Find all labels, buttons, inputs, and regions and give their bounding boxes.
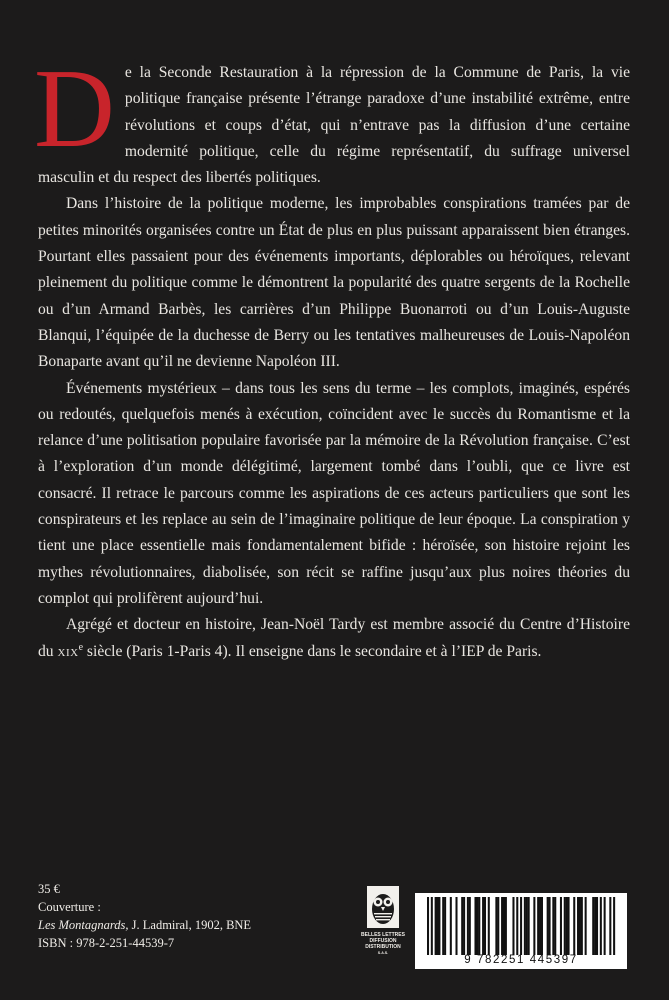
- barcode-bar: [613, 897, 615, 955]
- publisher-line-2: DIFFUSION: [369, 938, 397, 944]
- barcode-bar: [585, 897, 587, 955]
- barcode-bar: [461, 897, 463, 955]
- barcode-bar: [516, 897, 518, 955]
- cover-label: Couverture :: [38, 900, 101, 914]
- blurb: [34, 47, 630, 665]
- paragraph-1: [34, 47, 630, 191]
- barcode-bar: [579, 897, 581, 955]
- barcode-bar: [442, 897, 444, 955]
- publisher-line-1: BELLES LETTRES: [361, 932, 405, 938]
- barcode-bar: [478, 897, 480, 955]
- publisher-logo: [361, 885, 405, 959]
- barcode-bar: [560, 897, 562, 955]
- barcode-bar: [533, 897, 535, 955]
- barcode-bar: [596, 897, 598, 955]
- barcode-bar: [564, 897, 566, 955]
- barcode-bar: [501, 897, 503, 955]
- barcode-bar: [431, 897, 433, 955]
- barcode-bar: [497, 897, 499, 955]
- barcode-bar: [436, 897, 438, 955]
- century-superscript: e: [78, 641, 84, 653]
- barcode-bar: [435, 897, 437, 955]
- barcode-bar: [520, 897, 522, 955]
- barcode-bar: [566, 897, 568, 955]
- barcode-bar: [488, 897, 490, 955]
- barcode-bar: [476, 897, 478, 955]
- barcode-bars: [415, 897, 627, 957]
- author-bio-text-2: siècle (Paris 1-Paris 4). Il enseigne dans le secondaire et à l’IEP de Paris.: [83, 642, 542, 660]
- barcode-bar: [594, 897, 596, 955]
- barcode-bar: [537, 897, 539, 955]
- publisher-line-3: DISTRIBUTION: [365, 944, 401, 950]
- cover-credit: [38, 916, 251, 934]
- barcode-bar: [604, 897, 606, 955]
- barcode-bar: [528, 897, 530, 955]
- barcode-bar: [467, 897, 469, 955]
- century-numeral: xix: [57, 642, 79, 660]
- isbn: ISBN : 978-2-251-44539-7: [38, 936, 175, 950]
- barcode-bar: [541, 897, 543, 955]
- barcode-bar: [482, 897, 484, 955]
- barcode-bar: [609, 897, 611, 955]
- barcode-bar: [600, 897, 602, 955]
- barcode-bar: [552, 897, 554, 955]
- barcode-bar: [581, 897, 583, 955]
- price: 35 €: [38, 882, 60, 896]
- barcode-bar: [526, 897, 528, 955]
- barcode-digits: 9 782251 445397: [464, 954, 578, 966]
- author-bio-text-1: Agrégé et docteur en histoire, Jean-Noël Tardy est membre associé du Centre d’Histoire du: [38, 616, 630, 660]
- isbn-barcode: [415, 893, 627, 969]
- barcode-bar: [512, 897, 514, 955]
- barcode-bar: [549, 897, 551, 955]
- barcode-bar: [503, 897, 505, 955]
- barcode-bar: [427, 897, 429, 955]
- barcode-bar: [463, 897, 465, 955]
- barcode-bar: [505, 897, 507, 955]
- barcode-bar: [450, 897, 452, 955]
- barcode-bar: [455, 897, 457, 955]
- paragraph-2: Dans l’histoire de la politique moderne, les improbables conspirations tramées par de petites minorités organisées contre un État de plus en plus puissant apparaissent bien étranges. Pourtant elles passaient pour des événements importants, déplorables ou héroïques, relevant pleinement du politique comme le démontrent la popularité des quatre sergents de la Rochelle ou d’un Armand Barbès, les carrières d’un Philippe Buonarroti ou d’un Louis-Auguste Blanqui, l’équipée de la duchesse de Berry ou les tentatives malheureuses de Louis-Napoléon Bonaparte avant qu’il ne devienne Napoléon III.: [38, 195, 630, 371]
- barcode-bar: [573, 897, 575, 955]
- barcode-bar: [554, 897, 556, 955]
- barcode-bar: [539, 897, 541, 955]
- barcode-bar: [592, 897, 594, 955]
- barcode-bar: [444, 897, 446, 955]
- barcode-bar: [438, 897, 440, 955]
- paragraph-3: Événements mystérieux – dans tous les sens du terme – les complots, imaginés, espérés ou redoutés, quelquefois menés à exécution, coïncident avec le succès du Romantisme et la relance d’une politisation populaire favorisée par la mémoire de la Révolution française. C’est à l’exploration d’un monde délégitimé, largement tombé dans l’oubli, que ce livre est consacré. Il retrace le parcours comme les aspirations de ces acteurs particuliers que sont les conspirateurs et les replace au sein de l’imaginaire politique de leur époque. La conspiration y tient une place essentielle mais fondamentalement bifide : héroïsée, son histoire rejoint les mythes révolutionnaires, diabolisée, son récit se raffine jusqu’aux plus noires théories du complot qui prolifèrent aujourd’hui.: [38, 379, 630, 607]
- cover-credit-text: J. Ladmiral, 1902, BNE: [128, 918, 252, 932]
- barcode-bar: [547, 897, 549, 955]
- barcode-bar: [484, 897, 486, 955]
- barcode-bar: [577, 897, 579, 955]
- owl-icon: [372, 894, 394, 924]
- credits: [38, 880, 251, 952]
- barcode-bar: [568, 897, 570, 955]
- paragraph-1-text: e la Seconde Restauration à la répression de la Commune de Paris, la vie politique française présente l’étrange paradoxe d’une instabilité extrême, entre révolutions et coups d’état, qui n’entrave pas la diffusion d’une certaine modernité politique, celle du régime représentatif, du suffrage universel masculin et du respect des libertés politiques.: [38, 64, 630, 187]
- drop-cap: D: [34, 47, 115, 171]
- cover-title: Les Montagnards,: [38, 918, 129, 932]
- author-bio: [38, 612, 630, 665]
- barcode-bar: [495, 897, 497, 955]
- publisher-line-4: S.A.S.: [377, 951, 389, 955]
- barcode-bar: [474, 897, 476, 955]
- barcode-bar: [469, 897, 471, 955]
- barcode-bar: [524, 897, 526, 955]
